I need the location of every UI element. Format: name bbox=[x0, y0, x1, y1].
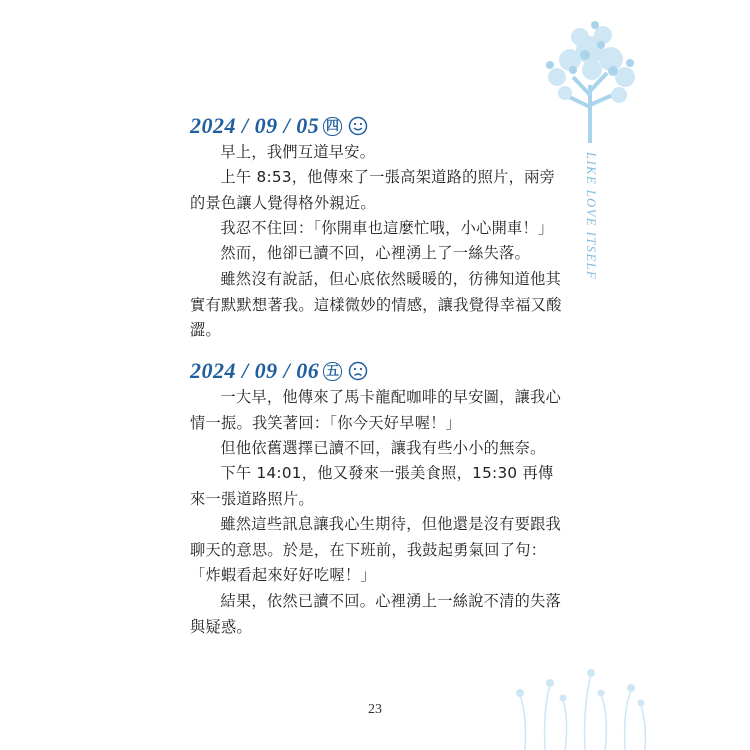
paragraph: 然而，他卻已讀不回，心裡湧上了一絲失落。 bbox=[220, 244, 531, 262]
entry-date-heading bbox=[190, 113, 368, 139]
sad-face-icon bbox=[348, 361, 368, 381]
tree-illustration bbox=[535, 15, 645, 145]
page-number: 23 bbox=[368, 702, 382, 717]
paragraph: 雖然這些訊息讓我心生期待，但他還是沒有要跟我聊天的意思。於是，在下班前，我鼓起勇氣回了句：「炸蝦看起來好好吃喔！」 bbox=[190, 515, 562, 584]
paragraph: 結果，依然已讀不回。心裡湧上一絲說不清的失落與疑惑。 bbox=[190, 592, 562, 636]
paragraph: 一大早，他傳來了馬卡龍配咖啡的早安圖，讓我心情一振。我笑著回：「你今天好早喔！」 bbox=[190, 388, 562, 432]
paragraph: 下午 14:01，他又發來一張美食照，15:30 再傳來一張道路照片。 bbox=[190, 464, 554, 508]
side-title: LIKE LOVE ITSELF bbox=[584, 152, 598, 281]
paragraph: 但他依舊選擇已讀不回，讓我有些小小的無奈。 bbox=[220, 439, 546, 457]
paragraph: 雖然沒有說話，但心底依然暖暖的，彷彿知道他其實有默默想著我。這樣微妙的情感，讓我覺得幸福又酸澀。 bbox=[190, 270, 562, 339]
paragraph: 我忍不住回：「你開車也這麼忙哦，小心開車！」 bbox=[220, 219, 554, 237]
paragraph: 早上，我們互道早安。 bbox=[220, 143, 376, 161]
paragraph: 上午 8:53，他傳來了一張高架道路的照片，兩旁的景色讓人覺得格外親近。 bbox=[190, 168, 556, 212]
smile-icon bbox=[348, 116, 368, 136]
weekday-badge: 四 bbox=[323, 117, 342, 136]
weekday-badge: 五 bbox=[323, 362, 342, 381]
entry-date-heading bbox=[190, 358, 368, 384]
entry-date: 2024 / 09 / 06 bbox=[190, 358, 320, 383]
entry-date: 2024 / 09 / 05 bbox=[190, 113, 320, 138]
